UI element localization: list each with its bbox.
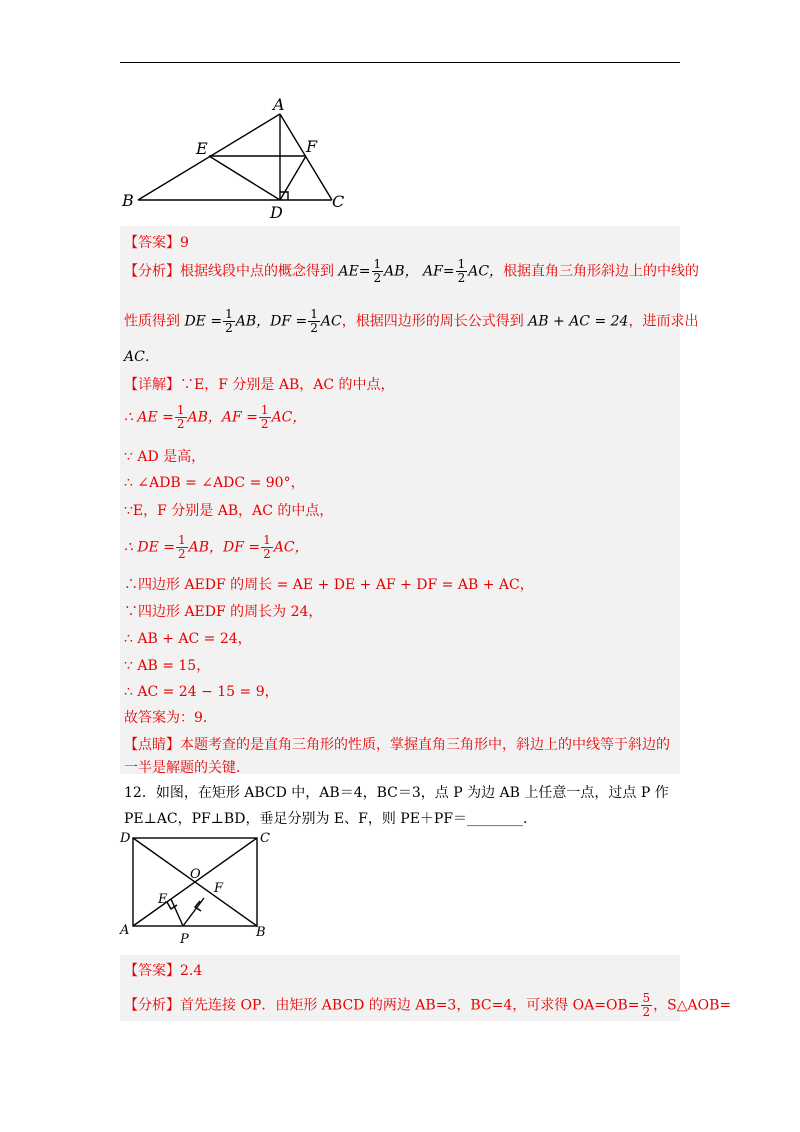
frac-num: 1 — [225, 307, 233, 321]
math-ae: AE — [338, 263, 359, 280]
detail-line-8: ∵四边形 AEDF 的周长为 24， — [124, 604, 323, 620]
detail-text: AC， — [271, 409, 307, 426]
label-a: A — [120, 923, 130, 938]
detail-text: ∵E，F 分别是 AB，AC 的中点， — [180, 377, 395, 393]
label-e: E — [158, 892, 168, 907]
frac-num: 1 — [177, 533, 186, 547]
frac-den: 2 — [310, 321, 318, 335]
detail-line-9: ∴ AB + AC = 24， — [124, 631, 252, 647]
detail-line-10: ∵ AB = 15， — [124, 658, 211, 674]
question-12-line-2: PE⊥AC，PF⊥BD，垂足分别为 E、F，则 PE＋PF＝________． — [124, 811, 538, 827]
analysis-text: ，S△AOB= — [653, 997, 732, 1014]
label-a: A — [273, 95, 285, 114]
detail-line-7: ∴四边形 AEDF 的周长 = AE + DE + AF + DF = AB + AC， — [124, 577, 534, 593]
segment-pf — [183, 898, 204, 926]
detail-line-3: ∵ AD 是高， — [124, 449, 206, 465]
label-f: F — [306, 137, 318, 156]
answer-tag: 【答案】 — [124, 235, 180, 251]
fraction-half — [259, 404, 271, 431]
math-eq: = — [442, 263, 455, 280]
analysis-line-3: AC． — [124, 349, 159, 365]
math-af: AF — [423, 263, 443, 280]
math-ab: AB， — [384, 263, 419, 280]
final-answer-line: 故答案为：9． — [124, 710, 217, 726]
detail-line-6 — [124, 534, 309, 561]
fraction-half — [456, 258, 468, 285]
question-12-line-1: 12．如图，在矩形 ABCD 中，AB＝4，BC＝3，点 P 为边 AB 上任意一点，过点 P 作 — [124, 785, 669, 801]
comment-tag: 【点睛】 — [124, 737, 180, 753]
detail-line-1 — [124, 374, 395, 394]
detail-text: ∴ DE = — [124, 539, 175, 556]
segment-fd — [280, 156, 306, 200]
frac-den: 2 — [373, 271, 382, 285]
comment-line-1 — [124, 734, 670, 754]
label-d: D — [120, 831, 131, 846]
fraction-half — [176, 534, 188, 561]
frac-den: 2 — [225, 321, 233, 335]
analysis-text: ，根据四边形的周长公式得到 — [341, 313, 524, 330]
fraction-half — [261, 534, 273, 561]
frac-num: 1 — [310, 307, 318, 321]
fraction-half — [175, 404, 187, 431]
frac-den: 2 — [176, 417, 185, 431]
analysis-12-line — [124, 992, 731, 1019]
analysis-text: 根据直角三角形斜边上的中线的 — [503, 263, 700, 280]
answer-tag: 【答案】 — [124, 963, 180, 979]
analysis-tag: 【分析】 — [124, 997, 180, 1014]
header-rule — [120, 62, 680, 63]
rectangle-figure — [118, 828, 278, 948]
math-ac: AC — [320, 313, 342, 330]
math-sum: AB + AC = 24 — [528, 313, 629, 330]
frac-num: 1 — [176, 403, 185, 417]
frac-den: 2 — [457, 271, 466, 285]
detail-line-11: ∴ AC = 24 − 15 = 9， — [124, 684, 279, 700]
label-c: C — [332, 192, 345, 211]
frac-den: 2 — [177, 547, 186, 561]
detail-tag: 【详解】 — [124, 377, 180, 393]
detail-text: ∴ AE = — [124, 409, 174, 426]
detail-line-2 — [124, 404, 306, 431]
analysis-line-1 — [124, 258, 699, 285]
math-de: DE = — [184, 313, 223, 330]
label-o: O — [190, 867, 201, 882]
answer-12-line — [124, 960, 202, 980]
frac-den: 2 — [263, 547, 271, 561]
answer-value: 2.4 — [180, 963, 203, 979]
frac-num: 5 — [642, 991, 651, 1005]
frac-num: 1 — [263, 533, 271, 547]
label-d: D — [270, 203, 283, 222]
fraction-half — [223, 308, 235, 335]
math-eq: = — [358, 263, 371, 280]
math-ac: AC， — [468, 263, 504, 280]
answer-value: 9 — [180, 235, 189, 251]
segment-ed — [209, 156, 280, 200]
comment-line-2: 一半是解题的关键． — [124, 760, 250, 776]
fraction-half — [372, 258, 384, 285]
label-b: B — [256, 925, 266, 940]
analysis-text: ，进而求出 — [628, 313, 699, 330]
fraction-five-halves — [641, 992, 653, 1019]
analysis-tag: 【分析】 — [124, 263, 180, 280]
label-p: P — [180, 932, 189, 947]
frac-num: 1 — [457, 257, 466, 271]
label-c: C — [260, 831, 270, 846]
label-e: E — [196, 139, 208, 158]
detail-line-5: ∵E，F 分别是 AB，AC 的中点， — [124, 503, 334, 519]
detail-text: AB，DF = — [188, 539, 261, 556]
frac-den: 2 — [260, 417, 269, 431]
detail-text: AC， — [273, 539, 309, 556]
analysis-text: 性质得到 — [124, 313, 180, 330]
frac-den: 2 — [642, 1005, 651, 1019]
analysis-text: 根据线段中点的概念得到 — [180, 263, 334, 280]
label-b: B — [122, 191, 134, 210]
label-f: F — [214, 881, 224, 896]
analysis-text: 首先连接 OP．由矩形 ABCD 的两边 AB=3，BC=4，可求得 OA=OB= — [180, 997, 640, 1014]
analysis-line-2 — [124, 308, 698, 335]
answer-line — [124, 232, 189, 252]
frac-num: 1 — [373, 257, 382, 271]
comment-text: 本题考查的是直角三角形的性质，掌握直角三角形中，斜边上的中线等于斜边的 — [180, 737, 670, 753]
segment-pe — [171, 899, 183, 926]
detail-line-4: ∴ ∠ADB = ∠ADC = 90°， — [124, 475, 305, 491]
triangle-figure — [118, 92, 358, 222]
frac-num: 1 — [260, 403, 269, 417]
math-ab-df: AB，DF = — [235, 313, 308, 330]
fraction-half — [308, 308, 320, 335]
detail-text: AB，AF = — [187, 409, 258, 426]
